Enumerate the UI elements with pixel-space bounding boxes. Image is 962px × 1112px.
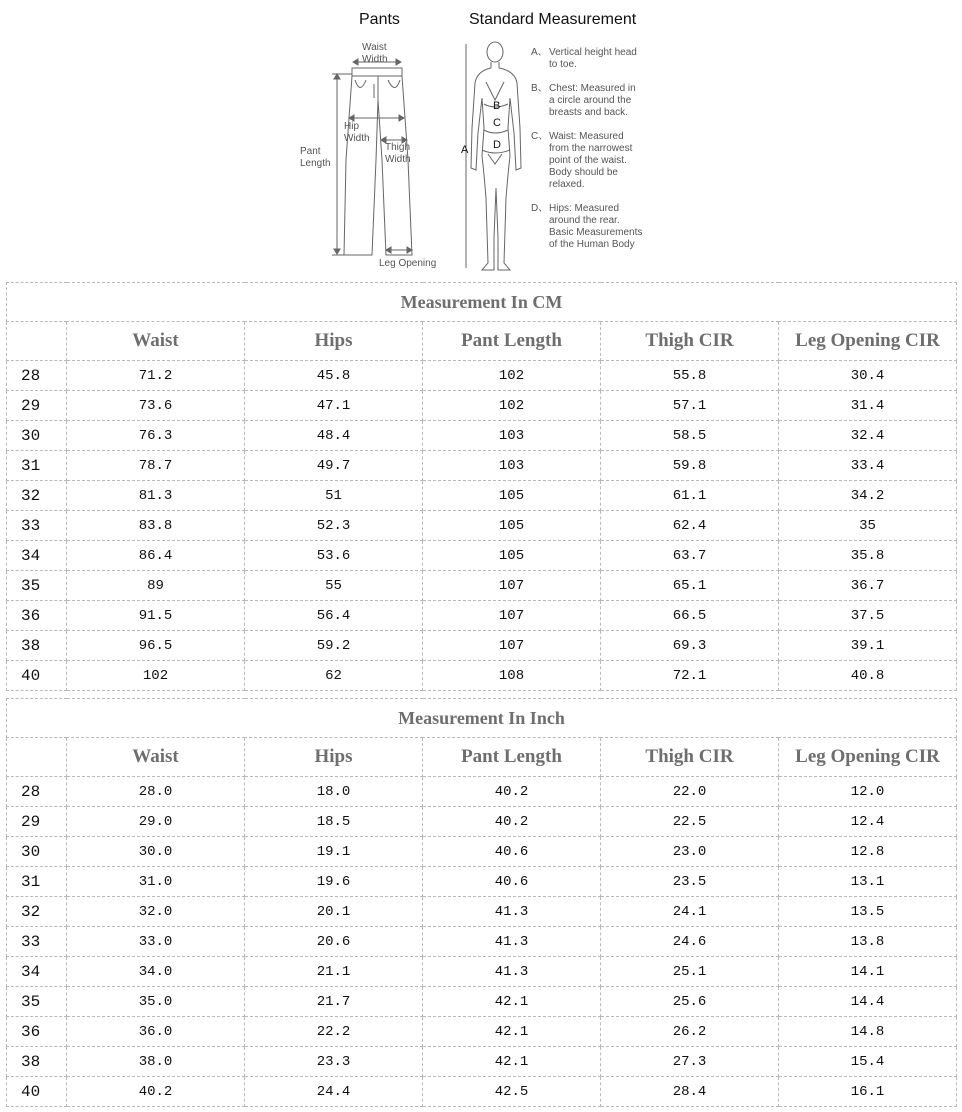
table-row bbox=[7, 897, 957, 927]
value-cell: 49.7 bbox=[245, 451, 423, 481]
value-cell: 28.0 bbox=[67, 777, 245, 807]
body-figure-illustration bbox=[462, 38, 532, 276]
value-cell: 27.3 bbox=[601, 1047, 779, 1077]
value-cell: 62 bbox=[245, 661, 423, 691]
value-cell: 103 bbox=[423, 451, 601, 481]
value-cell: 12.0 bbox=[779, 777, 957, 807]
table-row bbox=[7, 541, 957, 571]
value-cell: 91.5 bbox=[67, 601, 245, 631]
value-cell: 62.4 bbox=[601, 511, 779, 541]
column-header: Leg Opening CIR bbox=[779, 738, 957, 777]
size-cell: 35 bbox=[7, 987, 67, 1017]
value-cell: 53.6 bbox=[245, 541, 423, 571]
value-cell: 108 bbox=[423, 661, 601, 691]
value-cell: 51 bbox=[245, 481, 423, 511]
value-cell: 105 bbox=[423, 541, 601, 571]
value-cell: 102 bbox=[423, 391, 601, 421]
value-cell: 31.4 bbox=[779, 391, 957, 421]
body-letter-a: A bbox=[461, 144, 469, 156]
value-cell: 83.8 bbox=[67, 511, 245, 541]
table-row bbox=[7, 927, 957, 957]
column-header: Leg Opening CIR bbox=[779, 322, 957, 361]
size-cell: 31 bbox=[7, 867, 67, 897]
size-cell: 30 bbox=[7, 421, 67, 451]
table-row bbox=[7, 481, 957, 511]
value-cell: 35 bbox=[779, 511, 957, 541]
size-cell: 38 bbox=[7, 1047, 67, 1077]
value-cell: 76.3 bbox=[67, 421, 245, 451]
value-cell: 71.2 bbox=[67, 361, 245, 391]
value-cell: 40.6 bbox=[423, 837, 601, 867]
value-cell: 14.8 bbox=[779, 1017, 957, 1047]
body-letter-b: B bbox=[493, 100, 501, 112]
table-row bbox=[7, 631, 957, 661]
value-cell: 37.5 bbox=[779, 601, 957, 631]
note-c: C、 Waist: Measured from the narrowest point of the waist. Body should be relaxed. bbox=[531, 131, 633, 190]
column-header: Hips bbox=[245, 738, 423, 777]
column-header: Hips bbox=[245, 322, 423, 361]
value-cell: 61.1 bbox=[601, 481, 779, 511]
size-cell: 28 bbox=[7, 361, 67, 391]
value-cell: 30.0 bbox=[67, 837, 245, 867]
value-cell: 58.5 bbox=[601, 421, 779, 451]
value-cell: 42.1 bbox=[423, 1047, 601, 1077]
value-cell: 35.8 bbox=[779, 541, 957, 571]
value-cell: 78.7 bbox=[67, 451, 245, 481]
value-cell: 20.6 bbox=[245, 927, 423, 957]
size-cell: 31 bbox=[7, 451, 67, 481]
value-cell: 13.8 bbox=[779, 927, 957, 957]
table-row bbox=[7, 391, 957, 421]
value-cell: 69.3 bbox=[601, 631, 779, 661]
note-a: A、 Vertical height head to toe. bbox=[531, 47, 637, 70]
table-header-row bbox=[7, 738, 957, 777]
table-caption: Measurement In Inch bbox=[7, 699, 957, 738]
value-cell: 14.4 bbox=[779, 987, 957, 1017]
value-cell: 105 bbox=[423, 481, 601, 511]
value-cell: 40.8 bbox=[779, 661, 957, 691]
table-row bbox=[7, 361, 957, 391]
table-row bbox=[7, 957, 957, 987]
column-header: Thigh CIR bbox=[601, 738, 779, 777]
value-cell: 65.1 bbox=[601, 571, 779, 601]
size-cell: 40 bbox=[7, 661, 67, 691]
size-cell: 35 bbox=[7, 571, 67, 601]
header-size-cell bbox=[7, 738, 67, 777]
value-cell: 42.1 bbox=[423, 987, 601, 1017]
value-cell: 52.3 bbox=[245, 511, 423, 541]
size-cell: 33 bbox=[7, 511, 67, 541]
value-cell: 28.4 bbox=[601, 1077, 779, 1107]
value-cell: 41.3 bbox=[423, 897, 601, 927]
table-row bbox=[7, 1047, 957, 1077]
value-cell: 107 bbox=[423, 571, 601, 601]
value-cell: 15.4 bbox=[779, 1047, 957, 1077]
size-cell: 34 bbox=[7, 957, 67, 987]
value-cell: 21.1 bbox=[245, 957, 423, 987]
size-cell: 28 bbox=[7, 777, 67, 807]
table-row bbox=[7, 867, 957, 897]
value-cell: 107 bbox=[423, 631, 601, 661]
value-cell: 48.4 bbox=[245, 421, 423, 451]
size-cell: 33 bbox=[7, 927, 67, 957]
thigh-width-label: Thigh Width bbox=[385, 142, 411, 165]
value-cell: 73.6 bbox=[67, 391, 245, 421]
table-row bbox=[7, 421, 957, 451]
measurement-diagram bbox=[0, 0, 962, 280]
table-row bbox=[7, 1017, 957, 1047]
value-cell: 24.4 bbox=[245, 1077, 423, 1107]
value-cell: 13.5 bbox=[779, 897, 957, 927]
value-cell: 18.5 bbox=[245, 807, 423, 837]
value-cell: 42.1 bbox=[423, 1017, 601, 1047]
table-row bbox=[7, 807, 957, 837]
value-cell: 30.4 bbox=[779, 361, 957, 391]
value-cell: 33.0 bbox=[67, 927, 245, 957]
table-row bbox=[7, 777, 957, 807]
waist-width-label: Waist Width bbox=[362, 42, 388, 65]
value-cell: 59.2 bbox=[245, 631, 423, 661]
value-cell: 25.6 bbox=[601, 987, 779, 1017]
column-header: Thigh CIR bbox=[601, 322, 779, 361]
value-cell: 40.2 bbox=[423, 777, 601, 807]
value-cell: 102 bbox=[67, 661, 245, 691]
value-cell: 55 bbox=[245, 571, 423, 601]
value-cell: 89 bbox=[67, 571, 245, 601]
value-cell: 36.0 bbox=[67, 1017, 245, 1047]
body-letter-c: C bbox=[493, 117, 501, 129]
size-cell: 40 bbox=[7, 1077, 67, 1107]
measurement-table-inch bbox=[6, 698, 957, 1107]
value-cell: 40.6 bbox=[423, 867, 601, 897]
body-letter-d: D bbox=[493, 139, 501, 151]
value-cell: 105 bbox=[423, 511, 601, 541]
value-cell: 22.5 bbox=[601, 807, 779, 837]
table-caption: Measurement In CM bbox=[7, 283, 957, 322]
value-cell: 19.6 bbox=[245, 867, 423, 897]
size-cell: 32 bbox=[7, 481, 67, 511]
value-cell: 102 bbox=[423, 361, 601, 391]
pant-length-label: Pant Length bbox=[300, 146, 331, 169]
value-cell: 40.2 bbox=[67, 1077, 245, 1107]
size-cell: 29 bbox=[7, 391, 67, 421]
value-cell: 57.1 bbox=[601, 391, 779, 421]
value-cell: 66.5 bbox=[601, 601, 779, 631]
table-row bbox=[7, 601, 957, 631]
note-b: B、 Chest: Measured in a circle around the breasts and back. bbox=[531, 83, 636, 118]
table-row bbox=[7, 451, 957, 481]
value-cell: 41.3 bbox=[423, 927, 601, 957]
value-cell: 22.0 bbox=[601, 777, 779, 807]
value-cell: 21.7 bbox=[245, 987, 423, 1017]
measurement-table-cm bbox=[6, 282, 957, 691]
column-header: Pant Length bbox=[423, 322, 601, 361]
value-cell: 12.8 bbox=[779, 837, 957, 867]
value-cell: 96.5 bbox=[67, 631, 245, 661]
value-cell: 35.0 bbox=[67, 987, 245, 1017]
value-cell: 12.4 bbox=[779, 807, 957, 837]
leg-opening-label: Leg Opening bbox=[379, 258, 437, 269]
size-cell: 38 bbox=[7, 631, 67, 661]
column-header: Waist bbox=[67, 322, 245, 361]
value-cell: 34.2 bbox=[779, 481, 957, 511]
value-cell: 23.3 bbox=[245, 1047, 423, 1077]
hip-width-label: Hip Width bbox=[344, 121, 370, 144]
table-caption-row bbox=[7, 699, 957, 738]
size-cell: 30 bbox=[7, 837, 67, 867]
value-cell: 103 bbox=[423, 421, 601, 451]
value-cell: 23.0 bbox=[601, 837, 779, 867]
value-cell: 63.7 bbox=[601, 541, 779, 571]
value-cell: 39.1 bbox=[779, 631, 957, 661]
value-cell: 36.7 bbox=[779, 571, 957, 601]
value-cell: 20.1 bbox=[245, 897, 423, 927]
value-cell: 23.5 bbox=[601, 867, 779, 897]
size-cell: 32 bbox=[7, 897, 67, 927]
value-cell: 31.0 bbox=[67, 867, 245, 897]
table-row bbox=[7, 511, 957, 541]
value-cell: 26.2 bbox=[601, 1017, 779, 1047]
table-row bbox=[7, 1077, 957, 1107]
value-cell: 24.1 bbox=[601, 897, 779, 927]
value-cell: 19.1 bbox=[245, 837, 423, 867]
table-row bbox=[7, 987, 957, 1017]
table-row bbox=[7, 571, 957, 601]
value-cell: 45.8 bbox=[245, 361, 423, 391]
value-cell: 59.8 bbox=[601, 451, 779, 481]
value-cell: 33.4 bbox=[779, 451, 957, 481]
value-cell: 47.1 bbox=[245, 391, 423, 421]
value-cell: 42.5 bbox=[423, 1077, 601, 1107]
size-cell: 36 bbox=[7, 1017, 67, 1047]
standard-measurement-title: Standard Measurement bbox=[469, 11, 637, 28]
value-cell: 56.4 bbox=[245, 601, 423, 631]
column-header: Pant Length bbox=[423, 738, 601, 777]
value-cell: 107 bbox=[423, 601, 601, 631]
value-cell: 86.4 bbox=[67, 541, 245, 571]
value-cell: 34.0 bbox=[67, 957, 245, 987]
table-caption-row bbox=[7, 283, 957, 322]
table-row bbox=[7, 837, 957, 867]
column-header: Waist bbox=[67, 738, 245, 777]
size-cell: 29 bbox=[7, 807, 67, 837]
value-cell: 14.1 bbox=[779, 957, 957, 987]
header-size-cell bbox=[7, 322, 67, 361]
value-cell: 24.6 bbox=[601, 927, 779, 957]
value-cell: 81.3 bbox=[67, 481, 245, 511]
value-cell: 16.1 bbox=[779, 1077, 957, 1107]
value-cell: 32.4 bbox=[779, 421, 957, 451]
value-cell: 25.1 bbox=[601, 957, 779, 987]
table-row bbox=[7, 661, 957, 691]
value-cell: 38.0 bbox=[67, 1047, 245, 1077]
size-cell: 34 bbox=[7, 541, 67, 571]
value-cell: 32.0 bbox=[67, 897, 245, 927]
pants-title: Pants bbox=[359, 11, 400, 28]
value-cell: 29.0 bbox=[67, 807, 245, 837]
value-cell: 22.2 bbox=[245, 1017, 423, 1047]
value-cell: 55.8 bbox=[601, 361, 779, 391]
table-header-row bbox=[7, 322, 957, 361]
size-cell: 36 bbox=[7, 601, 67, 631]
value-cell: 72.1 bbox=[601, 661, 779, 691]
value-cell: 40.2 bbox=[423, 807, 601, 837]
value-cell: 18.0 bbox=[245, 777, 423, 807]
value-cell: 13.1 bbox=[779, 867, 957, 897]
value-cell: 41.3 bbox=[423, 957, 601, 987]
note-d: D、 Hips: Measured around the rear. Basic Measurements of the Human Body bbox=[531, 203, 643, 250]
